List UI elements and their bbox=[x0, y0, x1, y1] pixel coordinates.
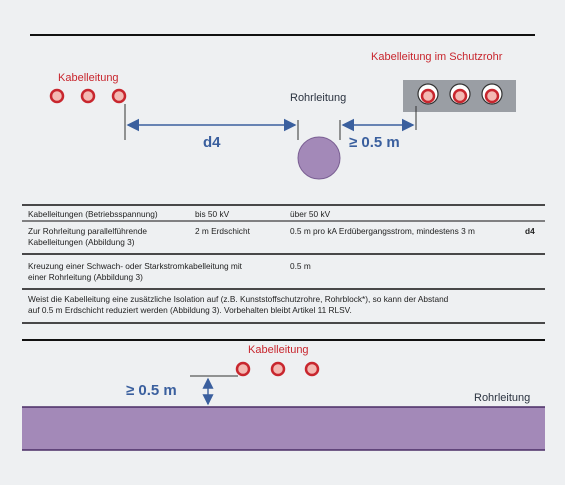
cable-circle bbox=[454, 90, 466, 102]
label-d4: d4 bbox=[203, 134, 221, 151]
label-min-distance-bottom: ≥ 0.5 m bbox=[126, 382, 177, 399]
cable-group-conduit bbox=[418, 84, 502, 104]
table-cell: Zur Rohrleitung parallelführende Kabelleitungen (Abbildung 3) bbox=[28, 226, 147, 247]
label-cable-left: Kabelleitung bbox=[58, 72, 119, 84]
table-cell: 0.5 m pro kA Erdübergangsstrom, mindestens 3 m bbox=[290, 226, 475, 236]
table-note: Weist die Kabelleitung eine zusätzliche Isolation auf (z.B. Kunststoffschutzrohre, Rohrblock*), so kann der Abstand auf 0.5 m Erdschicht reduziert werden (Abbildung 3). Vorbehalten bleibt Artikel 11 RLSV. bbox=[28, 294, 449, 315]
table-cell: über 50 kV bbox=[290, 209, 331, 219]
cable-circle bbox=[51, 90, 63, 102]
table-cell: 2 m Erdschicht bbox=[195, 226, 250, 236]
cable-group-bottom bbox=[237, 363, 318, 375]
pipe-cross-section bbox=[298, 137, 340, 179]
cable-circle bbox=[422, 90, 434, 102]
cable-circle bbox=[82, 90, 94, 102]
label-cable-conduit: Kabelleitung im Schutzrohr bbox=[371, 51, 503, 63]
cable-circle bbox=[272, 363, 284, 375]
table-cell: d4 bbox=[525, 226, 535, 236]
table-cell: bis 50 kV bbox=[195, 209, 230, 219]
cable-circle bbox=[237, 363, 249, 375]
cable-circle bbox=[306, 363, 318, 375]
label-min-distance-top: ≥ 0.5 m bbox=[349, 134, 400, 151]
pipe-longitudinal bbox=[22, 407, 545, 450]
cable-group-left bbox=[51, 90, 125, 102]
table-cell: 0.5 m bbox=[290, 261, 311, 271]
label-pipe-top: Rohrleitung bbox=[290, 92, 347, 104]
cable-circle bbox=[113, 90, 125, 102]
table-cell: Kabelleitungen (Betriebsspannung) bbox=[28, 209, 158, 219]
table-cell: Kreuzung einer Schwach- oder Starkstromkabelleitung mit einer Rohrleitung (Abbildung 3) bbox=[28, 261, 242, 282]
cable-circle bbox=[486, 90, 498, 102]
label-pipe-bottom: Rohrleitung bbox=[474, 392, 531, 404]
label-cable-bottom: Kabelleitung bbox=[248, 344, 309, 356]
